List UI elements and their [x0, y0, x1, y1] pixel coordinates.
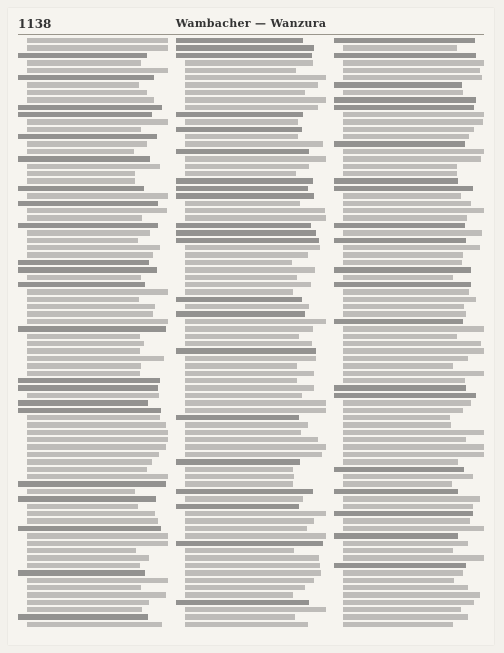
entry-line	[343, 592, 480, 597]
entry-line	[343, 622, 453, 627]
entry-line	[27, 459, 152, 464]
entry-line	[27, 82, 139, 87]
entry-line	[343, 422, 451, 427]
column-right	[334, 38, 484, 637]
entry-line	[18, 260, 149, 265]
entry-line	[343, 415, 450, 420]
entry-line	[185, 452, 322, 457]
entry-line	[27, 319, 168, 324]
entry-line	[27, 215, 142, 220]
entry-line	[343, 60, 484, 65]
entry-line	[343, 496, 480, 501]
entry-line	[334, 393, 476, 398]
entry-line	[27, 474, 168, 479]
entry-line	[27, 178, 135, 183]
entry-line	[334, 186, 473, 191]
entry-line	[27, 415, 160, 420]
entry-line	[343, 215, 467, 220]
entry-line	[18, 112, 152, 117]
entry-line	[343, 149, 484, 154]
entry-line	[18, 326, 166, 331]
entry-line	[176, 489, 313, 494]
entry-line	[185, 511, 326, 516]
entry-line	[334, 489, 458, 494]
entry-line	[27, 489, 135, 494]
entry-line	[343, 518, 470, 523]
entry-line	[176, 186, 308, 191]
entry-line	[185, 334, 299, 339]
entry-line	[343, 289, 469, 294]
entry-line	[27, 68, 168, 73]
entry-line	[185, 474, 294, 479]
entry-line	[334, 563, 466, 568]
entry-line	[343, 437, 466, 442]
entry-line	[185, 341, 312, 346]
entry-line	[27, 245, 160, 250]
entry-line	[343, 156, 481, 161]
entry-line	[27, 164, 160, 169]
entry-line	[185, 97, 326, 102]
entry-line	[185, 82, 318, 87]
column-left	[18, 38, 168, 637]
entry-line	[343, 541, 468, 546]
entry-line	[343, 408, 463, 413]
entry-line	[185, 356, 316, 361]
entry-line	[343, 356, 468, 361]
entry-line	[343, 252, 463, 257]
entry-line	[185, 252, 308, 257]
entry-line	[185, 614, 295, 619]
entry-line	[343, 348, 484, 353]
entry-line	[27, 348, 140, 353]
entry-line	[176, 127, 302, 132]
entry-line	[334, 82, 462, 87]
entry-line	[27, 444, 166, 449]
entry-line	[27, 304, 155, 309]
entry-line	[27, 422, 166, 427]
entry-line	[343, 208, 484, 213]
entry-line	[18, 75, 154, 80]
entry-line	[18, 282, 145, 287]
entry-line	[185, 68, 296, 73]
entry-line	[185, 275, 297, 280]
entry-line	[343, 297, 476, 302]
entry-line	[343, 444, 484, 449]
entry-line	[185, 105, 318, 110]
entry-line	[185, 385, 314, 390]
entry-line	[176, 311, 305, 316]
entry-line	[27, 149, 134, 154]
entry-line	[18, 223, 158, 228]
entry-line	[343, 171, 457, 176]
entry-line	[18, 526, 161, 531]
entry-line	[27, 208, 167, 213]
entry-line	[185, 75, 326, 80]
entry-line	[343, 119, 483, 124]
entry-line	[176, 459, 300, 464]
entry-line	[27, 238, 138, 243]
entry-line	[343, 400, 471, 405]
entry-line	[176, 415, 299, 420]
page-number: 1138	[18, 17, 52, 31]
entry-line	[343, 68, 480, 73]
entry-line	[334, 223, 465, 228]
entry-line	[343, 614, 468, 619]
entry-line	[343, 504, 473, 509]
entry-line	[176, 112, 303, 117]
entry-line	[334, 319, 463, 324]
entry-line	[176, 193, 314, 198]
entry-line	[343, 607, 461, 612]
entry-line	[343, 45, 457, 50]
entry-line	[185, 304, 309, 309]
entry-line	[18, 201, 158, 206]
entry-line	[185, 585, 305, 590]
entry-line	[27, 555, 149, 560]
entry-line	[27, 90, 147, 95]
entry-line	[18, 496, 156, 501]
entry-line	[27, 430, 168, 435]
entry-line	[27, 600, 149, 605]
entry-line	[343, 459, 458, 464]
entry-line	[176, 348, 316, 353]
entry-line	[334, 105, 474, 110]
entry-line	[185, 592, 293, 597]
entry-line	[18, 385, 158, 390]
entry-line	[27, 363, 141, 368]
entry-line	[27, 541, 168, 546]
entry-line	[343, 245, 480, 250]
entry-line	[185, 570, 321, 575]
entry-line	[185, 481, 293, 486]
entry-line	[27, 356, 164, 361]
entry-line	[27, 311, 153, 316]
entry-line	[27, 60, 141, 65]
column-middle	[176, 38, 326, 637]
entry-line	[176, 178, 313, 183]
entry-line	[27, 592, 166, 597]
entry-line	[343, 326, 484, 331]
entry-line	[334, 141, 465, 146]
entry-line	[18, 156, 150, 161]
entry-line	[27, 393, 159, 398]
entry-line	[343, 548, 453, 553]
entry-line	[176, 38, 303, 43]
entry-line	[185, 201, 300, 206]
entry-line	[176, 541, 323, 546]
running-header	[18, 16, 484, 32]
entry-line	[27, 437, 168, 442]
entry-line	[343, 127, 474, 132]
entry-line	[185, 496, 303, 501]
entry-line	[343, 600, 474, 605]
entry-line	[176, 45, 314, 50]
entry-line	[176, 238, 319, 243]
entry-line	[18, 481, 166, 486]
entry-line	[185, 208, 325, 213]
entry-line	[185, 156, 326, 161]
entry-line	[185, 326, 313, 331]
entry-line	[18, 400, 148, 405]
entry-line	[27, 533, 168, 538]
entry-line	[185, 467, 293, 472]
entry-line	[27, 141, 147, 146]
entry-line	[27, 452, 159, 457]
entry-line	[27, 230, 150, 235]
header-rule	[18, 34, 484, 35]
entry-line	[27, 127, 141, 132]
entry-line	[18, 53, 147, 58]
entry-line	[185, 400, 326, 405]
entry-line	[27, 622, 162, 627]
entry-line	[185, 119, 298, 124]
entry-line	[343, 90, 463, 95]
entry-line	[343, 230, 482, 235]
entry-line	[343, 378, 465, 383]
entry-line	[343, 570, 463, 575]
entry-line	[343, 201, 471, 206]
entry-line	[18, 186, 144, 191]
entry-line	[27, 193, 168, 198]
entry-line	[185, 408, 326, 413]
entry-line	[27, 275, 141, 280]
entry-line	[27, 504, 138, 509]
entry-line	[185, 60, 313, 65]
entry-line	[343, 526, 484, 531]
entry-line	[334, 533, 458, 538]
entry-line	[185, 422, 308, 427]
entry-line	[334, 53, 476, 58]
entry-columns	[18, 38, 484, 637]
entry-line	[185, 578, 314, 583]
entry-line	[185, 437, 318, 442]
entry-line	[343, 341, 481, 346]
entry-line	[27, 467, 147, 472]
entry-line	[343, 452, 484, 457]
entry-line	[176, 53, 312, 58]
entry-line	[334, 238, 466, 243]
entry-line	[185, 245, 320, 250]
entry-line	[27, 518, 158, 523]
entry-line	[334, 267, 471, 272]
entry-line	[27, 45, 168, 50]
entry-line	[185, 215, 326, 220]
entry-line	[185, 393, 302, 398]
entry-line	[185, 371, 314, 376]
entry-line	[343, 430, 484, 435]
entry-line	[27, 297, 139, 302]
entry-line	[343, 578, 454, 583]
entry-line	[27, 548, 136, 553]
entry-line	[27, 252, 153, 257]
entry-line	[343, 260, 462, 265]
entry-line	[343, 555, 484, 560]
entry-line	[185, 533, 326, 538]
entry-line	[343, 75, 482, 80]
entry-line	[176, 297, 302, 302]
entry-line	[176, 149, 309, 154]
entry-line	[343, 363, 453, 368]
entry-line	[334, 467, 464, 472]
entry-line	[185, 555, 319, 560]
entry-line	[334, 511, 473, 516]
entry-line	[176, 504, 299, 509]
entry-line	[185, 548, 294, 553]
entry-line	[185, 289, 293, 294]
entry-line	[185, 282, 311, 287]
entry-line	[185, 518, 314, 523]
entry-line	[18, 570, 145, 575]
entry-line	[18, 614, 148, 619]
entry-line	[18, 105, 162, 110]
entry-line	[185, 319, 326, 324]
entry-line	[334, 385, 466, 390]
entry-line	[185, 378, 297, 383]
entry-line	[27, 289, 168, 294]
entry-line	[185, 430, 301, 435]
entry-line	[343, 275, 453, 280]
entry-line	[185, 141, 323, 146]
entry-line	[343, 134, 469, 139]
entry-line	[334, 97, 476, 102]
entry-line	[27, 38, 168, 43]
entry-line	[343, 585, 468, 590]
entry-line	[27, 563, 140, 568]
entry-line	[27, 371, 140, 376]
entry-line	[185, 363, 297, 368]
entry-line	[176, 600, 309, 605]
entry-line	[27, 585, 141, 590]
entry-line	[343, 481, 452, 486]
entry-line	[18, 408, 161, 413]
entry-line	[343, 164, 457, 169]
entry-line	[343, 371, 484, 376]
entry-line	[27, 171, 135, 176]
entry-line	[185, 526, 307, 531]
entry-line	[334, 38, 475, 43]
entry-line	[18, 378, 160, 383]
entry-line	[185, 622, 308, 627]
entry-line	[343, 112, 484, 117]
entry-line	[334, 178, 458, 183]
directory-page	[8, 8, 494, 645]
entry-line	[343, 334, 457, 339]
entry-line	[343, 311, 466, 316]
entry-line	[27, 511, 155, 516]
entry-line	[18, 267, 157, 272]
entry-line	[185, 134, 298, 139]
entry-line	[185, 164, 309, 169]
entry-line	[18, 134, 157, 139]
entry-line	[185, 267, 315, 272]
entry-line	[334, 282, 471, 287]
entry-line	[343, 474, 473, 479]
entry-line	[185, 90, 305, 95]
entry-line	[185, 444, 326, 449]
entry-line	[185, 260, 292, 265]
entry-line	[27, 119, 168, 124]
entry-line	[27, 607, 142, 612]
entry-line	[27, 578, 168, 583]
entry-line	[27, 341, 144, 346]
entry-line	[27, 97, 154, 102]
entry-line	[343, 304, 464, 309]
page-title: Wambacher — Wanzura	[175, 17, 327, 30]
entry-line	[27, 334, 140, 339]
entry-line	[185, 563, 320, 568]
entry-line	[176, 230, 316, 235]
entry-line	[185, 607, 326, 612]
entry-line	[343, 193, 461, 198]
entry-line	[176, 223, 311, 228]
entry-line	[185, 171, 296, 176]
